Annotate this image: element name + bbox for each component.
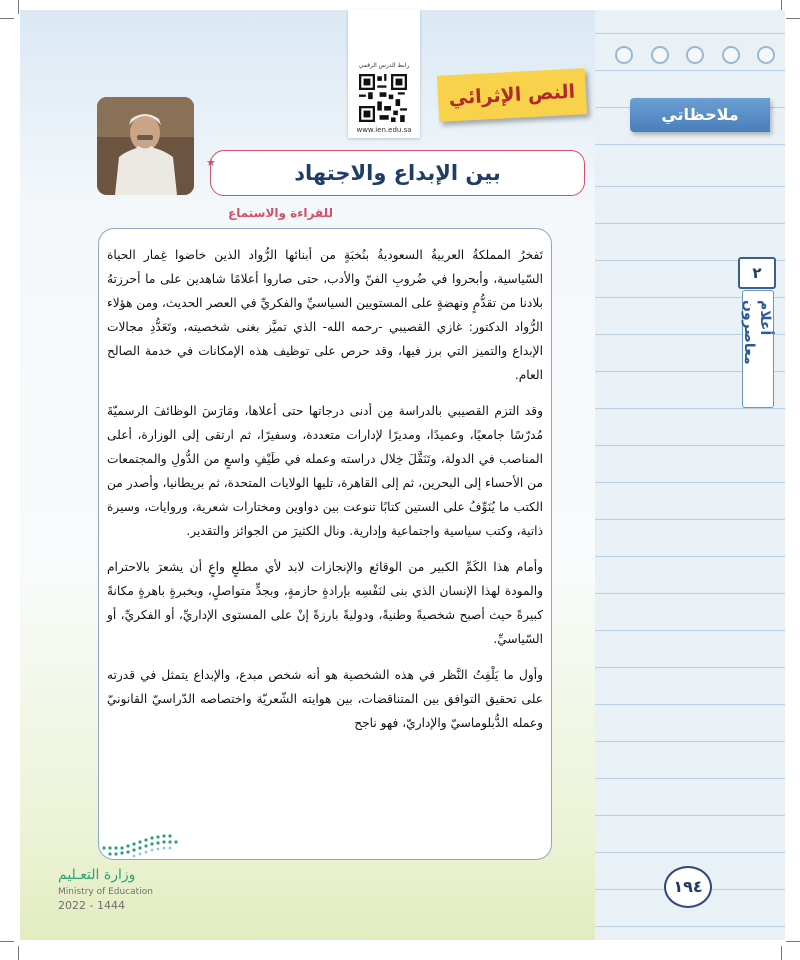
passage-paragraph: وقد التزم القصيبي بالدراسة مِن أدنى درجاتها حتى أعلاها، ومَارَسَ الوظائفَ الرسميّةَ مُدرّسًا جامعيًا، وعميدًا، ومديرًا لإدارات متعددة، وسفيرًا، ثم ارتقى إلى الوزارة، أعلى المناصب في الدولة، وتَنَقَّلَ خِلال دراسته وعمله في طَيْفٍ واسعٍ من الدُّولِ والمجتمعات من الأحساء إلى البحرين، ثم إلى القاهرة، تليها الولايات المتحدة، ثم بريطانيا، وأصدر من الكتب ما يُنَوِّفُ على الستين كتابًا تنوعت بين دواوين ومختارات شعرية، وروايات، وسيرة ذاتية، وكتب سياسية واجتماعية وإدارية. ونال الكثيرَ من الجوائز والتقدير. [107, 404, 543, 538]
qr-url: www.ien.edu.sa [356, 126, 412, 134]
binder-ring [757, 46, 775, 64]
binder-rings [615, 46, 775, 66]
skill-label: للقراءة والاستماع [228, 206, 333, 220]
reading-passage [98, 228, 552, 860]
qr-label: رابط الدرس الرقمي [358, 62, 410, 69]
binder-ring [615, 46, 633, 64]
unit-number: ٢ [738, 257, 776, 289]
crop-mark [18, 0, 19, 14]
crop-mark [18, 946, 19, 960]
qr-code-icon[interactable] [359, 74, 407, 122]
unit-title: أعلام معاصرون [741, 300, 773, 365]
ministry-name-ar: وزارة التعـليم [58, 867, 136, 883]
binder-ring [651, 46, 669, 64]
crop-mark [0, 941, 14, 942]
passage-paragraph: وأول ما يَلْفِتُ النَّظر في هذه الشخصية هو أنه شخص مبدع، والإبداع يتمثل في قدرته على تحقيق التوافق بين المتناقضات، بين هوايته الشّعريّة واختصاصه الدّراسيّ القانونيّ وعمله الدُّبلوماسيّ والإداريّ، فهو ناجح [107, 668, 543, 730]
author-photo [97, 97, 194, 195]
ministry-logo-icon [98, 828, 188, 862]
crop-mark [786, 18, 800, 19]
notes-column [595, 10, 785, 940]
passage-paragraph: تَفخرُ المملكةُ العربيةُ السعوديةُ بنُخبَةٍ من أبنائها الرُّواد الذين خاضوا غِمار الحياة السّياسية، وأبحروا في ضُروبِ الفنّ والأدب، حتى صاروا أعلامًا شاهدين على ما أحرزتهُ بلادنا من تقدُّمٍ ونهضةٍ على المستويين السياسيِّ والفكريِّ في العصر الحديث، ومن هؤلاء الرُّواد الدكتور: غازي القصيبي -رحمه الله- الذي تميَّز بغنى شخصيته، وتَعَدُّدِ مجالات الإبداع والتميز التي برز فيها، وقد حرص على توظيف هذه الإمكانات في خدمة الصالح العام. [107, 248, 543, 382]
lesson-title: بين الإبداع والاجتهاد [210, 150, 585, 196]
crop-mark [0, 18, 14, 19]
passage-paragraph: وأمام هذا الكَمِّ الكبير من الوقائع والإنجازات لابد لأي مطلعٍ واعٍ أن يشعرَ بالاحترام والمودة لهذا الإنسان الذي بنى لنَفْسِه بإرادةٍ حازمةٍ، وبجدٍّ متواصلٍ، وبخبرةٍ باهرةٍ مكانةً كبيرةً حيث أصبح شخصيةً وطنيةً، ودوليةً بارزةً إنْ على المستوى الإداريِّ، أو الفكريِّ، أو السّياسيِّ. [107, 560, 543, 646]
crop-mark [786, 941, 800, 942]
section-banner: النص الإثرائي [437, 68, 587, 122]
binder-ring [686, 46, 704, 64]
crop-mark [781, 946, 782, 960]
edition-year: 2022 - 1444 [58, 899, 125, 912]
star-icon: ★ [206, 156, 216, 169]
page-number: ١٩٤ [664, 866, 712, 908]
notes-tab: ملاحظاتي [630, 98, 770, 132]
qr-card[interactable] [348, 10, 420, 138]
binder-ring [722, 46, 740, 64]
ministry-name-en: Ministry of Education [58, 887, 153, 897]
